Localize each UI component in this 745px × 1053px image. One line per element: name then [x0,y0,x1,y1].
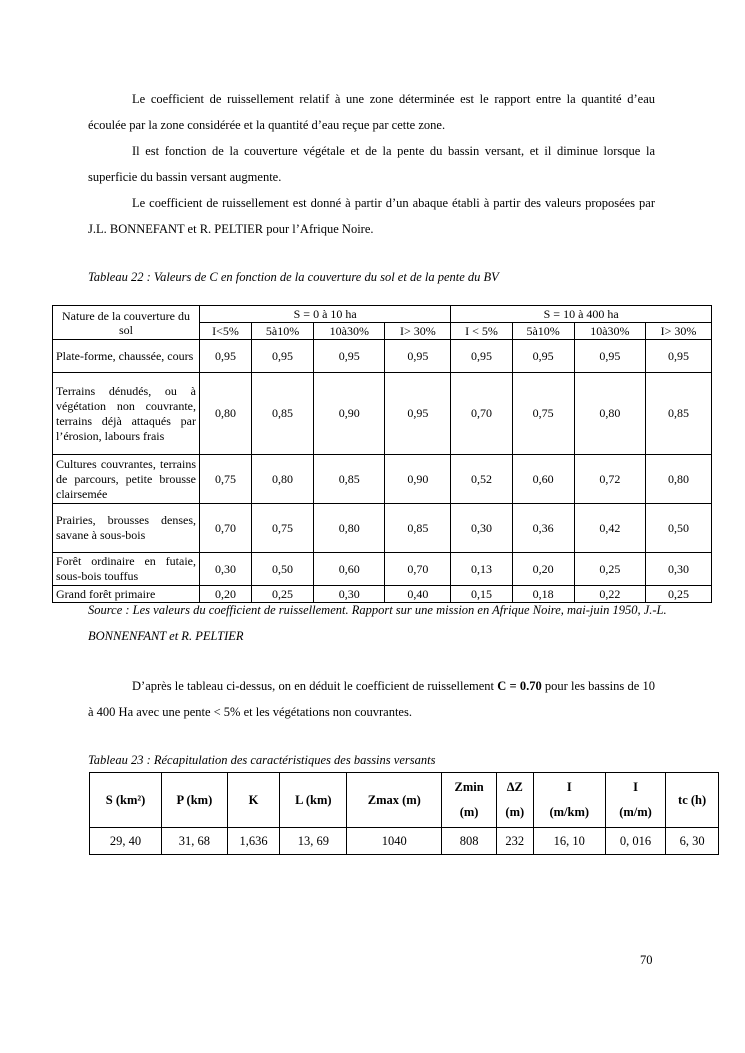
paragraph-2-text: Il est fonction de la couverture végétale et de la pente du bassin versant, et il diminue lorsque la superficie du bassin versant augmente. [88,144,655,184]
table-22-value-cell: 0,95 [512,340,574,373]
table-22-value-cell: 0,30 [200,553,252,586]
table-22-subheader: I < 5% [451,323,512,340]
table-22-value-cell: 0,95 [574,340,645,373]
table-22-subheader: I> 30% [385,323,451,340]
table-22-value-cell: 0,13 [451,553,512,586]
table-22-value-cell: 0,72 [574,455,645,504]
table-23-header-label: I [633,780,638,794]
table-22-nature-cell: Cultures couvrantes, terrains de parcours, petite brousse clairsemée [53,455,200,504]
table-22-value-cell: 0,80 [574,373,645,455]
page-number: 70 [640,953,653,967]
table-22-value-cell: 0,30 [314,586,385,603]
table-23-header-unit: (m/m) [619,805,652,819]
table-22-subheader: I<5% [200,323,252,340]
table-23 [89,772,719,855]
table-23-header-cell [496,773,533,828]
table-23-header-label: Zmax (m) [367,792,421,807]
table-22-value-cell: 0,42 [574,504,645,553]
table-23-header-label: S (km²) [105,792,146,807]
table-23-header-cell [347,773,442,828]
table-22-value-cell: 0,50 [252,553,314,586]
table-23-header-cell [280,773,347,828]
table-23-value-cell: 13, 69 [280,828,347,855]
table-23-value-cell: 6, 30 [666,828,719,855]
table-22-nature-cell: Grand forêt primaire [53,586,200,603]
table-23-value-cell: 0, 016 [605,828,665,855]
table-23-header-label: L (km) [295,792,332,807]
table-22-value-cell: 0,36 [512,504,574,553]
table-22-value-cell: 0,95 [314,340,385,373]
table-row [53,340,712,373]
table-22-nature-cell: Prairies, brousses denses, savane à sous-bois [53,504,200,553]
table-22-value-cell: 0,75 [200,455,252,504]
table-22-value-cell: 0,75 [512,373,574,455]
table-22-nature-cell: Terrains dénudés, ou à végétation non couvrante, terrains déjà attaqués par l’érosion, labours frais [53,373,200,455]
table-23-header-label: tc (h) [678,792,707,807]
table-22-value-cell: 0,80 [252,455,314,504]
table-22-value-cell: 0,25 [646,586,712,603]
table-22-subheader: I> 30% [646,323,712,340]
table-23-header-cell [666,773,719,828]
table-row [53,373,712,455]
table-22-value-cell: 0,85 [385,504,451,553]
table-22-source: Source : Les valeurs du coefficient de ruissellement. Rapport sur une mission en Afrique Noire, mai-juin 1950, J.-L. BONNENFANT et R. PELTIER [88,603,667,643]
table-23-header-label: K [248,792,259,807]
table-22-value-cell: 0,95 [385,373,451,455]
paragraph-1 [88,86,655,138]
deduction-paragraph [88,673,655,725]
paragraph-1-text: Le coefficient de ruissellement relatif à une zone déterminée est le rapport entre la quantité d’eau écoulée par la zone considérée et la quantité d’eau reçue par cette zone. [88,92,655,132]
deduction-text-before: D’après le tableau ci-dessus, on en déduit le coefficient de ruissellement [132,679,498,693]
table-22-value-cell: 0,40 [385,586,451,603]
table-22-group-2-header: S = 10 à 400 ha [451,306,712,323]
table-22-caption: Tableau 22 : Valeurs de C en fonction de la couverture du sol et de la pente du BV [88,270,499,284]
table-22-value-cell: 0,60 [314,553,385,586]
table-22-value-cell: 0,80 [314,504,385,553]
table-23-header-cell [442,773,497,828]
table-22-value-cell: 0,70 [385,553,451,586]
table-22-nature-cell: Plate-forme, chaussée, cours [53,340,200,373]
table-22-value-cell: 0,25 [574,553,645,586]
table-22-value-cell: 0,85 [252,373,314,455]
paragraph-3-text: Le coefficient de ruissellement est donné à partir d’un abaque établi à partir des valeurs proposées par J.L. BONNEFANT et R. PELTIER pour l’Afrique Noire. [88,196,655,236]
table-22-value-cell: 0,18 [512,586,574,603]
table-22-body [53,340,712,603]
table-23-header-cell [605,773,665,828]
table-22-value-cell: 0,95 [385,340,451,373]
table-22-value-cell: 0,75 [252,504,314,553]
table-22-value-cell: 0,20 [200,586,252,603]
table-22-value-cell: 0,30 [646,553,712,586]
table-23-header-cell [227,773,280,828]
table-22 [52,305,712,603]
table-22-value-cell: 0,52 [451,455,512,504]
table-22-value-cell: 0,80 [200,373,252,455]
table-23-header-label: P (km) [176,792,213,807]
table-22-group-1-header: S = 0 à 10 ha [200,306,451,323]
table-23-header-label: I [566,780,572,794]
table-22-value-cell: 0,70 [200,504,252,553]
table-22-value-cell: 0,95 [451,340,512,373]
table-22-value-cell: 0,85 [646,373,712,455]
table-23-value-cell: 31, 68 [162,828,228,855]
table-22-subheader: 10à30% [314,323,385,340]
table-22-value-cell: 0,95 [646,340,712,373]
table-23-header-cell [90,773,162,828]
table-22-value-cell: 0,85 [314,455,385,504]
table-22-value-cell: 0,60 [512,455,574,504]
table-23-caption: Tableau 23 : Récapitulation des caractéristiques des bassins versants [88,753,436,767]
paragraph-2 [88,138,655,190]
table-22-value-cell: 0,50 [646,504,712,553]
table-22-nature-cell: Forêt ordinaire en futaie, sous-bois touffus [53,553,200,586]
table-22-value-cell: 0,30 [451,504,512,553]
table-22-value-cell: 0,90 [385,455,451,504]
table-23-header-unit: (m/km) [549,805,590,819]
table-row [53,504,712,553]
table-22-nature-header: Nature de la couverture du sol [53,306,200,340]
table-23-value-cell: 1040 [347,828,442,855]
table-22-subheader: 5à10% [512,323,574,340]
table-22-value-cell: 0,25 [252,586,314,603]
table-row [53,553,712,586]
table-22-value-cell: 0,95 [252,340,314,373]
paragraph-3 [88,190,655,242]
table-23-value-cell: 29, 40 [90,828,162,855]
table-23-header-label: Zmin [454,780,484,794]
table-row [53,455,712,504]
table-22-value-cell: 0,20 [512,553,574,586]
table-23-value-cell: 808 [442,828,497,855]
table-22-subheader: 5à10% [252,323,314,340]
table-23-header-row [90,773,719,828]
table-23-value-cell: 16, 10 [533,828,605,855]
table-22-subheader: 10à30% [574,323,645,340]
table-23-header-cell [533,773,605,828]
table-22-value-cell: 0,22 [574,586,645,603]
table-22-value-cell: 0,70 [451,373,512,455]
table-22-value-cell: 0,95 [200,340,252,373]
deduction-text-after: pour les bassins de 10 à 400 Ha avec une pente < 5% et les végétations non couvrantes. [88,679,655,719]
table-22-value-cell: 0,90 [314,373,385,455]
table-23-header-unit: (m) [459,805,479,819]
table-23-header-label: ΔZ [506,780,523,794]
table-23-header-unit: (m) [505,805,525,819]
table-23-value-cell: 1,636 [227,828,280,855]
table-23-data-row [90,828,719,855]
table-22-value-cell: 0,80 [646,455,712,504]
deduction-value: C = 0.70 [497,679,542,693]
table-23-header-cell [162,773,228,828]
table-23-value-cell: 232 [496,828,533,855]
table-22-value-cell: 0,15 [451,586,512,603]
